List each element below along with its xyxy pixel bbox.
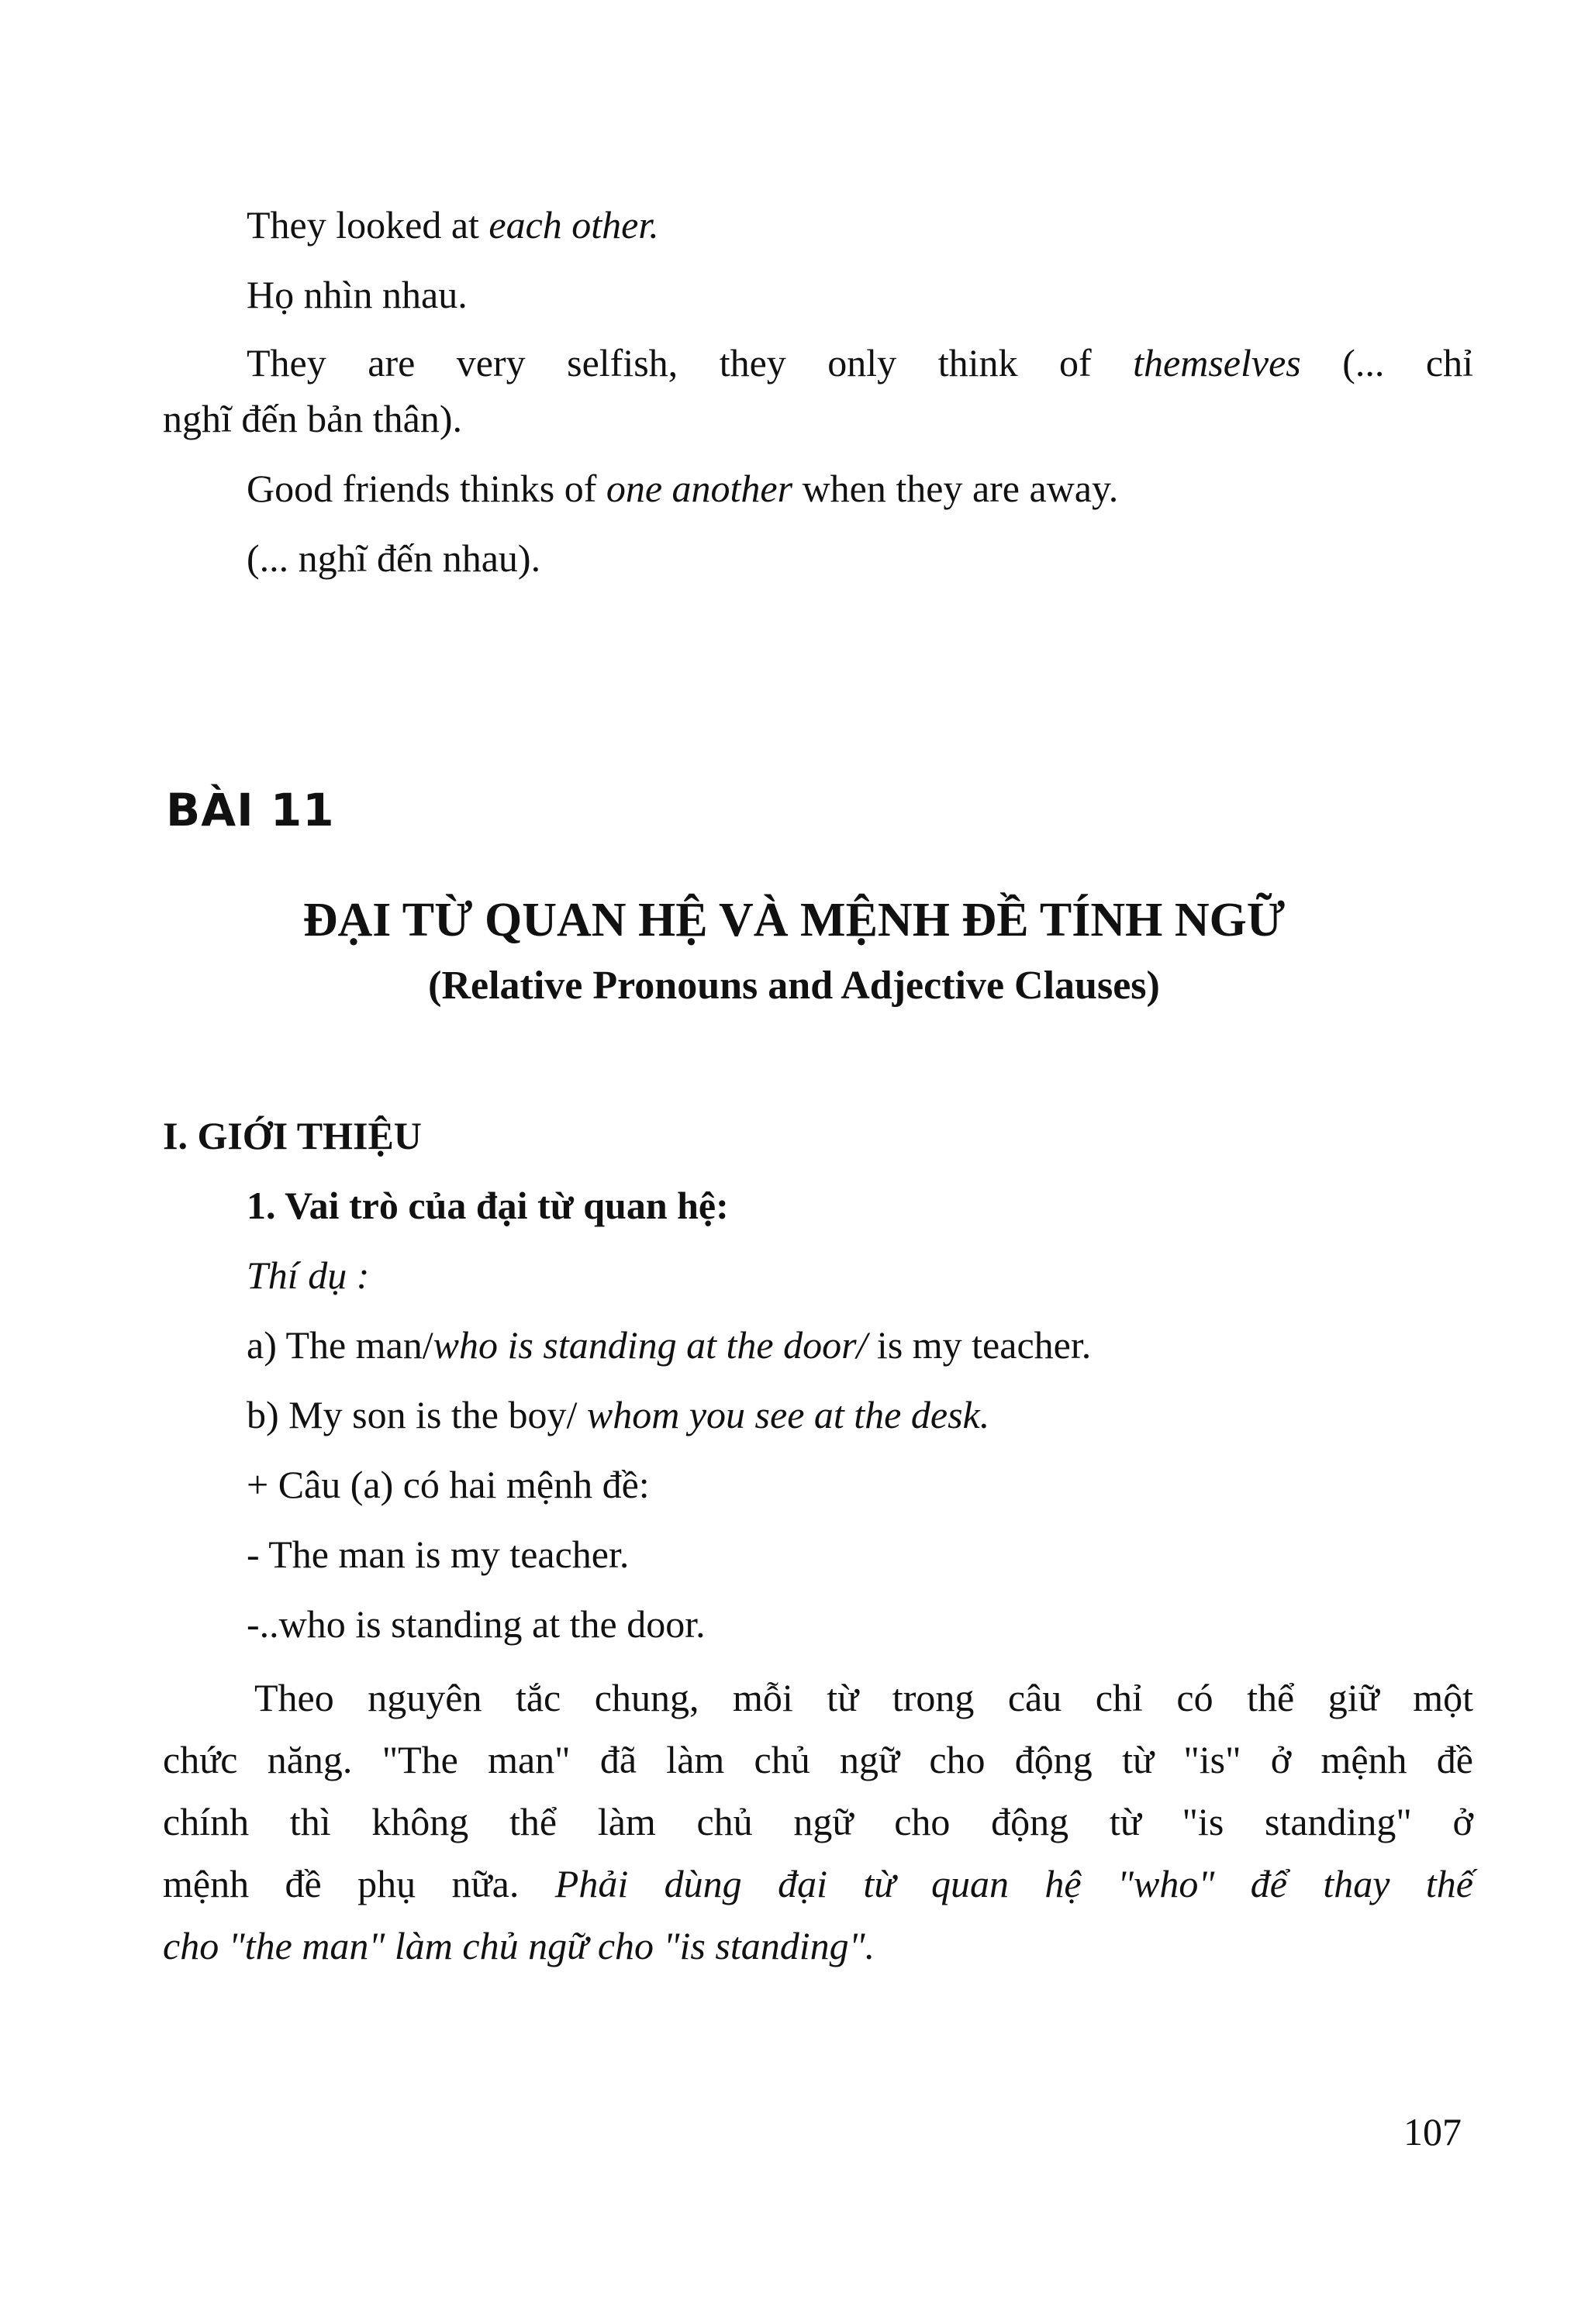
translation-line: Họ nhìn nhau.: [247, 273, 468, 316]
page-number: 107: [1403, 2110, 1462, 2153]
subsection-heading: 1. Vai trò của đại từ quan hệ:: [247, 1184, 729, 1227]
example-line-themselves: They are very selfish, they only think of themselves (... chỉ: [247, 341, 1473, 384]
clause-2: -..who is standing at the door.: [247, 1602, 706, 1646]
paragraph-line-2: chức năng. "The man" đã làm chủ ngữ cho động từ "is" ở mệnh đề: [163, 1738, 1473, 1781]
example-label: Thí dụ :: [247, 1253, 370, 1297]
paragraph-line-4: mệnh đề phụ nữa. Phải dùng đại từ quan hệ "who" để thay thế: [163, 1862, 1473, 1905]
translation-line-continued: nghĩ đến bản thân).: [163, 397, 463, 440]
paragraph-line-3: chính thì không thể làm chủ ngữ cho động từ "is standing" ở: [163, 1800, 1473, 1843]
example-a: a) The man/who is standing at the door/ is my teacher.: [247, 1323, 1092, 1367]
paragraph-line-5: cho "the man" làm chủ ngữ cho "is standing".: [163, 1924, 875, 1967]
paragraph-line-1: Theo nguyên tắc chung, mỗi từ trong câu chỉ có thể giữ một: [254, 1676, 1473, 1719]
lesson-label: BÀI 11: [166, 784, 335, 836]
example-line-each-other: They looked at each other.: [247, 203, 659, 247]
lesson-subtitle: (Relative Pronouns and Adjective Clauses): [428, 964, 1160, 1008]
translation-line-nhau: (... nghĩ đến nhau).: [247, 536, 541, 580]
note-intro: + Câu (a) có hai mệnh đề:: [247, 1463, 650, 1506]
lesson-title: ĐẠI TỪ QUAN HỆ VÀ MỆNH ĐỀ TÍNH NGỮ: [302, 894, 1286, 946]
example-line-one-another: Good friends thinks of one another when they are away.: [247, 467, 1119, 510]
section-heading: I. GIỚI THIỆU: [163, 1114, 422, 1157]
clause-1: - The man is my teacher.: [247, 1533, 630, 1576]
example-b: b) My son is the boy/ whom you see at the desk.: [247, 1393, 990, 1436]
